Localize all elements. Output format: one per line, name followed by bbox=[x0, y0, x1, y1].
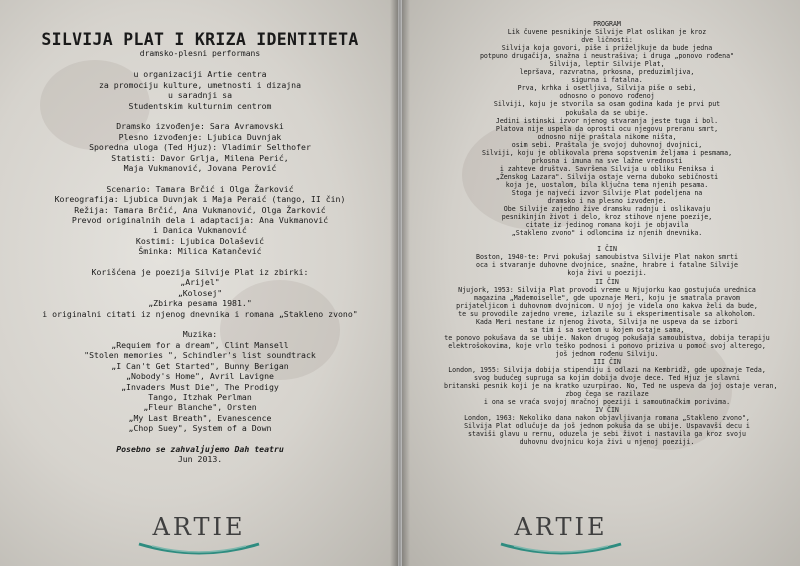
program-column bbox=[444, 20, 778, 447]
text-line: za promociju kulture, umetnosti i dizajna bbox=[98, 79, 302, 90]
text-line: Režija: Tamara Brčić, Ana Vukmanović, Olga Žarković bbox=[74, 204, 326, 215]
program-line: zbog čega se razilaze bbox=[565, 390, 649, 399]
program-line: i zahteve društva. Savršena Silvija u obliku Feniksa i bbox=[499, 164, 715, 173]
credits-column bbox=[18, 30, 382, 465]
text-line: Korišćena je poezija Silvije Plat iz zbirki: bbox=[91, 267, 309, 278]
program-line: osim sebi. Praštala je svojoj duhovnoj dvojnici, bbox=[511, 140, 703, 149]
text-line: „Fleur Blanche", Orsten bbox=[143, 402, 257, 413]
program-line: Platova nije uspela da oprosti ocu njegovu preranu smrt, bbox=[495, 124, 719, 133]
organization-block bbox=[18, 69, 382, 111]
program-line: PROGRAM bbox=[593, 20, 621, 28]
text-line: Dramsko izvođenje: Sara Avramovski bbox=[116, 121, 284, 132]
text-line: Prevod originalnih dela i adaptacija: Ana Vukmanović bbox=[71, 215, 329, 226]
program-line: Silvija, leptir Silvije Plat, bbox=[549, 60, 665, 69]
text-line: i originalni citati iz njenog dnevnika i romana „Stakleno zvono" bbox=[42, 308, 358, 319]
text-line: u organizaciji Artie centra bbox=[133, 69, 267, 80]
program-line: dve ličnosti: bbox=[581, 36, 633, 45]
program-line: Njujork, 1953: Silvija Plat provodi vreme u Njujorku kao gostujuća urednica bbox=[458, 285, 756, 294]
text-line: Scenario: Tamara Brčić i Olga Žarković bbox=[106, 183, 294, 194]
program-line: lepršava, razvratna, prkosna, preduzimljiva, bbox=[519, 68, 695, 77]
text-line: Sporedna uloga (Ted Hjuz): Vladimir Selthofer bbox=[89, 142, 311, 153]
program-line: svog budućeg supruga sa kojim dobija dvoje dece. Ted Hjuz je slavni bbox=[474, 374, 740, 383]
program-line: koja živi u poeziji. bbox=[567, 269, 647, 278]
program-line: elektrošokovima, koje vrlo teško podnosi i ponovo priziva u pomoć svoj alterego, bbox=[448, 341, 766, 350]
program-line: pokušala da se ubije. bbox=[565, 108, 649, 117]
music-block bbox=[18, 329, 382, 433]
program-line: sigurna i fatalna. bbox=[571, 76, 643, 85]
program-line: magazina „Mademoiselle", gde upoznaje Meri, koju je smatrala pravom bbox=[474, 293, 740, 302]
text-line: „Invaders Must Die", The Prodigy bbox=[121, 381, 279, 392]
text-line: Šminka: Milica Katančević bbox=[138, 246, 262, 257]
program-line: Silvija Plat odlučuje da još jednom pokuša da se ubije. Uspavavši decu i bbox=[464, 422, 750, 431]
logo-wordmark: ARTIE bbox=[514, 513, 608, 541]
program-line: staviši glavu u rernu, oduzela je sebi život i nastavila ga kroz svoju bbox=[468, 430, 746, 439]
text-line: "Stolen memories ", Schindler's list soundtrack bbox=[84, 350, 316, 361]
program-line: i ona se vraća svojoj mračnoj poeziji i samouблačkim porivima. bbox=[483, 398, 731, 407]
program-line: Lik čuvene pesnikinje Silvije Plat oslikan je kroz bbox=[507, 28, 707, 37]
program-line: prijateljicom i duhovnom dvojnicom. U njoj je videla ono kakva želi da bude, bbox=[456, 301, 758, 310]
program-line: II ČIN bbox=[595, 277, 619, 286]
program-line: Silvija koja govori, piše i priželjkuje da bude jedna bbox=[501, 44, 713, 53]
program-line: Jedini istinski izvor njenog stvaranja jeste tuga i bol. bbox=[495, 116, 719, 125]
program-line: koja je, uostalom, bila ključna tema njenih pesama. bbox=[505, 180, 709, 189]
program-line: Silviji, koju je stvorila sa osam godina kada je prvi put bbox=[493, 100, 721, 109]
swoosh-icon bbox=[496, 540, 626, 560]
text-line: i Danica Vukmanović bbox=[153, 225, 247, 236]
program-line: pesnikinjin život i delo, kroz stihove njene poezije, bbox=[501, 213, 713, 222]
program-line: potpuno drugačija, snažna i neustrašiva; i druga „ponovo rođena" bbox=[479, 52, 735, 61]
swoosh-icon bbox=[134, 540, 264, 560]
program-line: prkosna i imuna na sve lažne vrednosti bbox=[531, 156, 683, 165]
program-line: Prva, krhka i osetljiva, Silvija piše o sebi, bbox=[517, 84, 697, 93]
program-line: London, 1955: Silvija dobija stipendiju i odlazi na Kembridž, gde upoznaje Teda, bbox=[448, 366, 766, 375]
artie-logo-left bbox=[134, 514, 264, 560]
text-line: Studentskim kulturnim centrom bbox=[128, 100, 272, 111]
program-line: „Ženskog Lazara". Silvija ostaje verna duboko sebičnosti bbox=[495, 172, 719, 181]
program-line: Silviji, koju je oblikovala prema sopstvenim željama i pesmama, bbox=[481, 148, 733, 157]
program-line: te ponovo pokušava da se ubije. Nakon drugog pokušaja samoubistva, dobija terapiju bbox=[444, 333, 770, 342]
artie-logo-right bbox=[496, 514, 626, 560]
cast-block bbox=[18, 121, 382, 173]
thanks-line: Posebno se zahvaljujemo Dah teatru bbox=[116, 443, 284, 454]
page-title: SILVIJA PLAT I KRIZA IDENTITETA bbox=[41, 30, 359, 49]
program-line: odnosno o ponovo rođenoj bbox=[559, 92, 655, 101]
page-subtitle: dramsko-plesni performans bbox=[139, 49, 261, 58]
logo-wordmark: ARTIE bbox=[152, 513, 246, 541]
text-line: „My Last Breath", Evanescence bbox=[128, 412, 272, 423]
program-line: IV ČIN bbox=[595, 406, 619, 415]
date-line: Jun 2013. bbox=[177, 454, 223, 465]
text-line: „Chop Suey", System of a Down bbox=[128, 423, 272, 434]
program-line: Stoga je najveći izvor Silvije Plat podeljena na bbox=[511, 188, 703, 197]
program-line: duhovnu dvojnicu koja živi u njenoj poeziji. bbox=[519, 438, 695, 447]
text-line: Kostimi: Ljubica Dolašević bbox=[135, 235, 265, 246]
poetry-block bbox=[18, 267, 382, 319]
book-gutter bbox=[390, 0, 410, 566]
text-line: „I Can't Get Started", Bunny Berigan bbox=[111, 360, 289, 371]
text-line: „Requiem for a dream", Clint Mansell bbox=[111, 339, 289, 350]
text-line: Maja Vukmanović, Jovana Perović bbox=[123, 163, 277, 174]
program-line: III ČIN bbox=[593, 357, 621, 366]
program-line: sa tim i sa svetom u kojem ostaje sama, bbox=[529, 325, 685, 334]
crew-block bbox=[18, 184, 382, 257]
text-line: Plesno izvođenje: Ljubica Duvnjak bbox=[118, 131, 282, 142]
program-line: Kada Meri nestane iz njenog života, Silvija ne uspeva da se izbori bbox=[475, 317, 738, 326]
text-line: u saradnji sa bbox=[167, 90, 233, 101]
program-line: oca i stvaranje duhovne dvojnice, snažne, hrabre i fatalne Silvije bbox=[475, 261, 738, 270]
program-line: Obe Silvije zajedno žive dramsku radnju i oslikavaju bbox=[503, 205, 711, 214]
text-line: „Kolosej" bbox=[177, 287, 223, 298]
program-line: te su provodile zajedno vreme, izlazile su i eksperimentisale sa alkoholom. bbox=[458, 309, 756, 318]
program-line: britanski pesnik koji je na kratko uzurpirao. No, Ted ne uspeva da joj ostaje veran, bbox=[444, 382, 778, 391]
program-line: „Stakleno zvono" i odlomcima iz njenih dnevnika. bbox=[511, 229, 703, 238]
program-line: još jednom rođenu Silviju. bbox=[555, 349, 659, 358]
program-line: citate iz jedinog romana koji je objavila bbox=[525, 221, 689, 230]
text-line: Muzika: bbox=[182, 329, 218, 340]
text-line: Koreografija: Ljubica Duvnjak i Maja Peraić (tango, II čin) bbox=[54, 194, 346, 205]
text-line: „Zbirka pesama 1981." bbox=[148, 298, 252, 309]
program-line: Boston, 1940-te: Prvi pokušaj samoubistva Silvije Plat nakon smrti bbox=[475, 253, 738, 262]
text-line: „Nobody's Home", Avril Lavigne bbox=[126, 371, 274, 382]
program-line: I ČIN bbox=[597, 245, 617, 254]
text-line: Statisti: Davor Grlja, Milena Perić, bbox=[111, 152, 289, 163]
program-line: odnosno nije praštala nikome ništa, bbox=[537, 132, 677, 141]
text-line: „Arijel" bbox=[180, 277, 220, 288]
program-line: dramsko i na plesno izvođenje. bbox=[547, 197, 667, 206]
program-line: London, 1963: Nekoliko dana nakon objavljivanja romana „Stakleno zvono", bbox=[464, 414, 750, 423]
text-line: Tango, Itzhak Perlman bbox=[148, 391, 252, 402]
